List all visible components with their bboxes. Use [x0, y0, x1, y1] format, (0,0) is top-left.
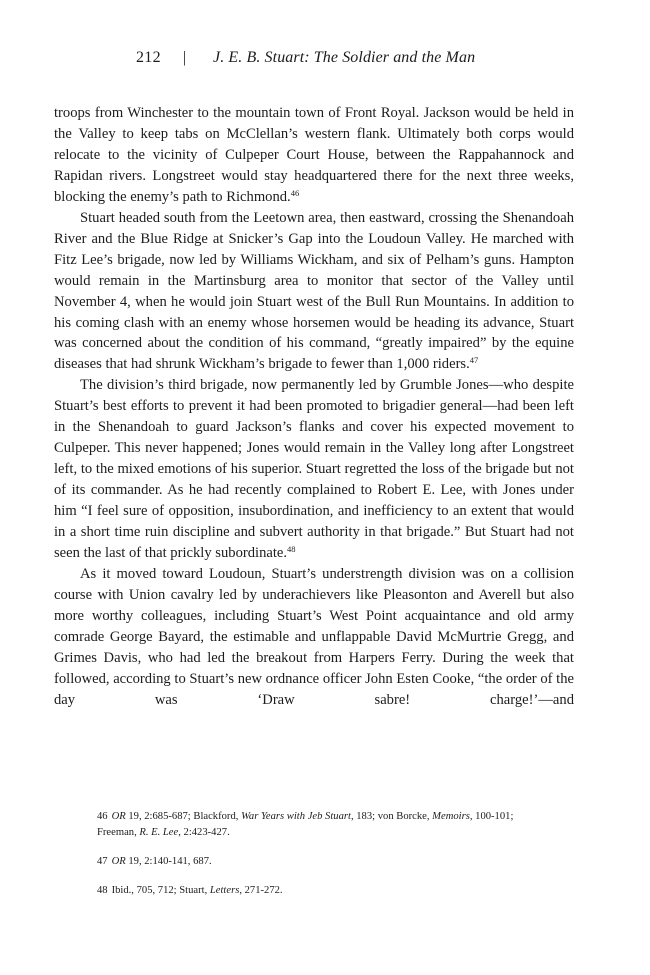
footnote-run: , 183; von Borcke,: [350, 811, 433, 822]
paragraph-2: [54, 208, 574, 376]
footnote-text: [112, 885, 283, 896]
paragraph-text: troops from Winchester to the mountain town of Front Royal. Jackson would be held in the Valley to keep tabs on McClellan’s western flank. Ultimately both corps would relocate to the vicinity of Culpeper Court House, between the Rappahannock and Rapidan rivers. Longstreet would stay headquartered there for the next three weeks, blocking the enemy’s path to Richmond.: [54, 105, 574, 205]
footnote-run: 19, 2:685-687; Blackford,: [125, 811, 242, 822]
footnote-italic-run: War Years with Jeb Stuart: [241, 811, 351, 822]
footnote-text: [97, 811, 513, 838]
footnote: [97, 854, 547, 870]
footnotes: [97, 809, 547, 912]
footnote-italic-run: R. E. Lee: [139, 827, 179, 838]
paragraph-4: [54, 564, 574, 711]
paragraph-1: [54, 103, 574, 208]
paragraph-text: The division’s third brigade, now permanently led by Grumble Jones—who despite Stuart’s best efforts to prevent it had been promoted to brigadier general—had been left in the Shenandoah to guard Jackson’s flanks and cover his expected movement to Culpeper. This never happened; Jones would remain in the Valley long after Longstreet left, to the mixed emotions of his superior. Stuart regretted the loss of the brigade but not of its commander. As he had recently complained to Robert E. Lee, with Jones under him “I feel sure of opposition, insubordination, and inefficiency to an extent that would in a short time ruin discipline and subvert authority in that brigade.” But Stuart had not seen the last of that prickly subordinate.: [54, 377, 574, 562]
footnote-ref: 48: [287, 544, 296, 555]
footnote: [97, 809, 547, 841]
footnote-number: 47: [97, 856, 108, 867]
footnote: [97, 883, 547, 899]
footnote-run: , 2:423-427.: [178, 827, 230, 838]
paragraph-text: As it moved toward Loudoun, Stuart’s understrength division was on a collision course with Union cavalry led by underachievers like Pleasonton and Averell but also more worthy colleagues, including Stuart’s West Point acquaintance and old army comrade George Bayard, the estimable and unflappable David McMurtrie Gregg, and Grimes Davis, who had led the breakout from Harpers Ferry. During the week that followed, according to Stuart’s new ordnance officer John Esten Cooke, “the order of the day was ‘Draw sabre! charge!’—and: [54, 565, 574, 708]
footnote-run: , 271-272.: [239, 885, 283, 896]
book-title: J. E. B. Stuart: The Soldier and the Man: [213, 49, 476, 66]
footnote-run: Ibid., 705, 712; Stuart,: [111, 885, 210, 896]
footnote-number: 48: [97, 885, 108, 896]
footnote-italic-run: Letters: [209, 885, 240, 896]
body-text: [54, 103, 574, 711]
footnote-run: 19, 2:140-141, 687.: [125, 856, 212, 867]
footnote-italic-run: OR: [111, 811, 126, 822]
page-number: 212: [136, 49, 161, 66]
footnote-run: , 100-101; Freeman,: [97, 811, 514, 838]
footnote-italic-run: Memoirs: [432, 811, 470, 822]
header-separator: |: [183, 49, 187, 66]
footnote-ref: 46: [290, 187, 300, 198]
paragraph-text: Stuart headed south from the Leetown area, then eastward, crossing the Shenandoah River and the Blue Ridge at Snicker’s Gap into the Loudoun Valley. He marched with Fitz Lee’s brigade, now led by Williams Wickham, and six of Pelham’s guns. Hampton would remain in the Martinsburg area to monitor that sector of the Valley until November 4, when he would join Stuart west of the Bull Run Mountains. In addition to his coming clash with an enemy whose horsemen would be heading its advance, Stuart was concerned about the condition of his command, “greatly impaired” by the equine diseases that had shrunk Wickham’s brigade to fewer than 1,000 riders.: [54, 209, 574, 373]
footnote-number: 46: [97, 811, 108, 822]
footnote-text: [112, 856, 212, 867]
paragraph-3: [54, 375, 574, 564]
footnote-ref: 47: [469, 355, 479, 366]
footnote-italic-run: OR: [111, 856, 126, 867]
